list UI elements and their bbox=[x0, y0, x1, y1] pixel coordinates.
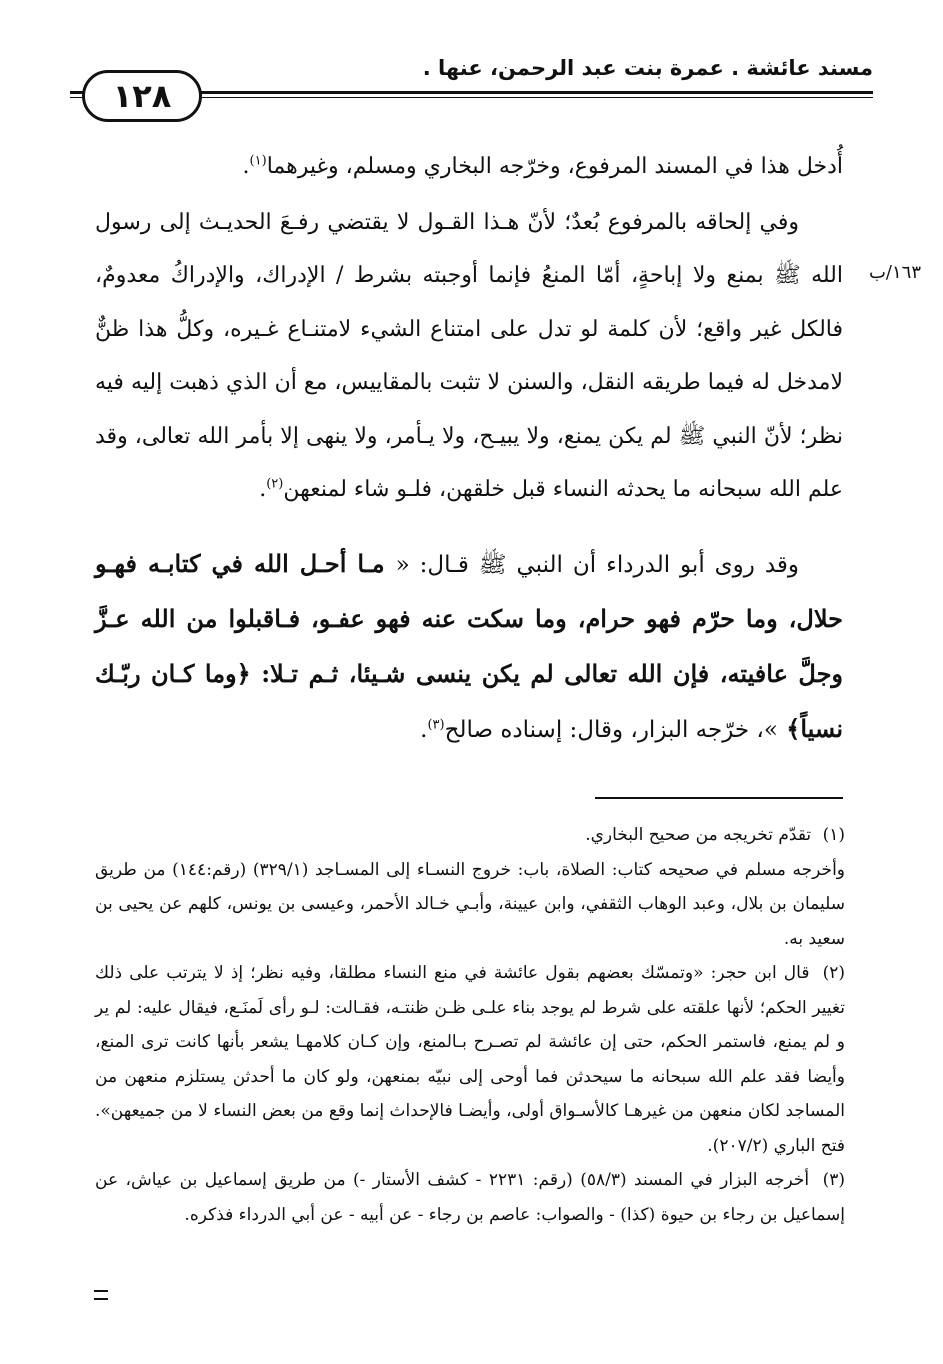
paragraph-1-text: أُدخل هذا في المسند المرفوع، وخرّجه البخاري ومسلم، وغيرهما bbox=[266, 154, 843, 179]
paragraph-2 bbox=[95, 196, 843, 517]
main-text bbox=[95, 140, 843, 780]
footnote-ref-3[interactable]: (٣) bbox=[427, 716, 445, 732]
paragraph-1-end: . bbox=[242, 154, 250, 179]
paragraph-3 bbox=[95, 537, 843, 757]
paragraph-3-outro: »، خرّجه البزار، وقال: إسناده صالح bbox=[444, 716, 778, 743]
page-number: ١٢٨ bbox=[82, 70, 202, 122]
paragraph-3-end: . bbox=[420, 716, 428, 743]
footnote-2 bbox=[95, 956, 845, 1163]
hadith-text: مـا أحـل الله في كتابـه فهـو حلال، وما حرّم فهو حرام، وما سكت عنه فهو عفـو، فـاقبلوا من الله عـزَّ وجلَّ عافيته، فإن الله تعالى لم يكن ينسى شـيئا، ثـم تـلا: ﴿وما كـان ربّـك نسياً﴾ bbox=[95, 548, 843, 743]
footnote-1-label: (١) bbox=[822, 825, 845, 845]
footnote-separator bbox=[595, 797, 843, 799]
paragraph-2-text: وفي إلحاقه بالمرفوع بُعدٌ؛ لأنّ هـذا القـول لا يقتضي رفـعَ الحديـث إلى رسول الله ﷺ بمنع ولا إباحةٍ، أمّا المنعُ فإنما أوجبته بشرط / الإدراك، والإدراكُ معدومٌ، فالكل غير واقع؛ لأن كلمة لو تدل على امتناع الشيء لامتنـاع غـيره، وكلُّ هذا ظنٌّ لامدخل له فيما طريقه النقل، والسنن لا تثبت بالمقاييس، مع أن الذي ذهبت إليه فيه نظر؛ لأنّ النبي ﷺ لم يكن يمنع، ولا يبيـح، ولا يـأمر، ولا ينهى إلا بأمر الله تعالى، وقد علم الله سبحانه ما يحدثه النساء قبل خلقهن، فلـو شاء لمنعهن bbox=[95, 209, 843, 502]
footnote-3-text: أخرجه البزار في المسند (٥٨/٣) (رقم: ٢٢٣١ - كشف الأستار -) من طريق إسماعيل بن عياش، عن إسماعيل بن رجاء بن حيوة (كذا) - والصواب: عاصم بن رجاء - عن أبيه - عن أبي الدرداء فذكره. bbox=[95, 1170, 845, 1225]
running-head: مسند عائشة . عمرة بنت عبد الرحمن، عنها . bbox=[422, 56, 873, 80]
paragraph-2-end: . bbox=[259, 477, 267, 502]
footnote-ref-2[interactable]: (٢) bbox=[266, 476, 284, 492]
page-header bbox=[70, 48, 873, 128]
footnote-1-line1: تقدّم تخريجه من صحيح البخاري. bbox=[585, 825, 812, 845]
footnote-1-continuation: وأخرجه مسلم في صحيحه كتاب: الصلاة، باب: خروج النسـاء إلى المسـاجد (٣٢٩/١) (رقم:١٤٤) من طريق سليمان بن بلال، وعبد الوهاب الثقفي، وابن عيينة، وأبـي خـالد الأحمر، وعيسى بن يونس، كلهم عن يحيى بن سعيد به. bbox=[95, 859, 846, 949]
footnote-3 bbox=[95, 1163, 845, 1232]
paragraph-1 bbox=[95, 140, 843, 194]
margin-folio-note: ١٦٣/ب bbox=[868, 262, 921, 283]
paragraph-3-intro: وقد روى أبو الدرداء أن النبي ﷺ قـال: « bbox=[395, 551, 799, 578]
footnotes bbox=[95, 818, 845, 1232]
footnote-2-text: قال ابن حجر: «وتمسّك بعضهم بقول عائشة في منع النساء مطلقا، وفيه نظر؛ إذ لا يترتب على ذلك تغيير الحكم؛ لأنها علقته على شرط لم يوجد بناء علـى ظـن ظنتـه، فقـالت: لـو رأى لَمنَـع، فيقال عليه: لم ير و لم يمنع، فاستمر الحكم، حتى إن عائشة لم تصـرح بـالمنع، وإن كـان كلامهـا يشعر بأنها كانت ترى المنع، وأيضا فقد علم الله سبحانه ما سيحدثن فما أوحى إلى نبيّه بمنعهن، ولو كان ما أحدثن يستلزم منعهن من المساجد لكان منعهن من غيرهـا كالأسـواق أولى، وأيضـا فالإحداث إنما وقع من بعض النساء لا من جميعهن». فتح الباري (٢٠٧/٢). bbox=[95, 963, 845, 1156]
footnote-ref-1[interactable]: (١) bbox=[249, 153, 267, 169]
footnote-1 bbox=[95, 818, 845, 853]
footnote-3-label: (٣) bbox=[822, 1170, 846, 1190]
page-end-mark bbox=[94, 1290, 108, 1300]
footnote-2-label: (٢) bbox=[822, 963, 846, 983]
